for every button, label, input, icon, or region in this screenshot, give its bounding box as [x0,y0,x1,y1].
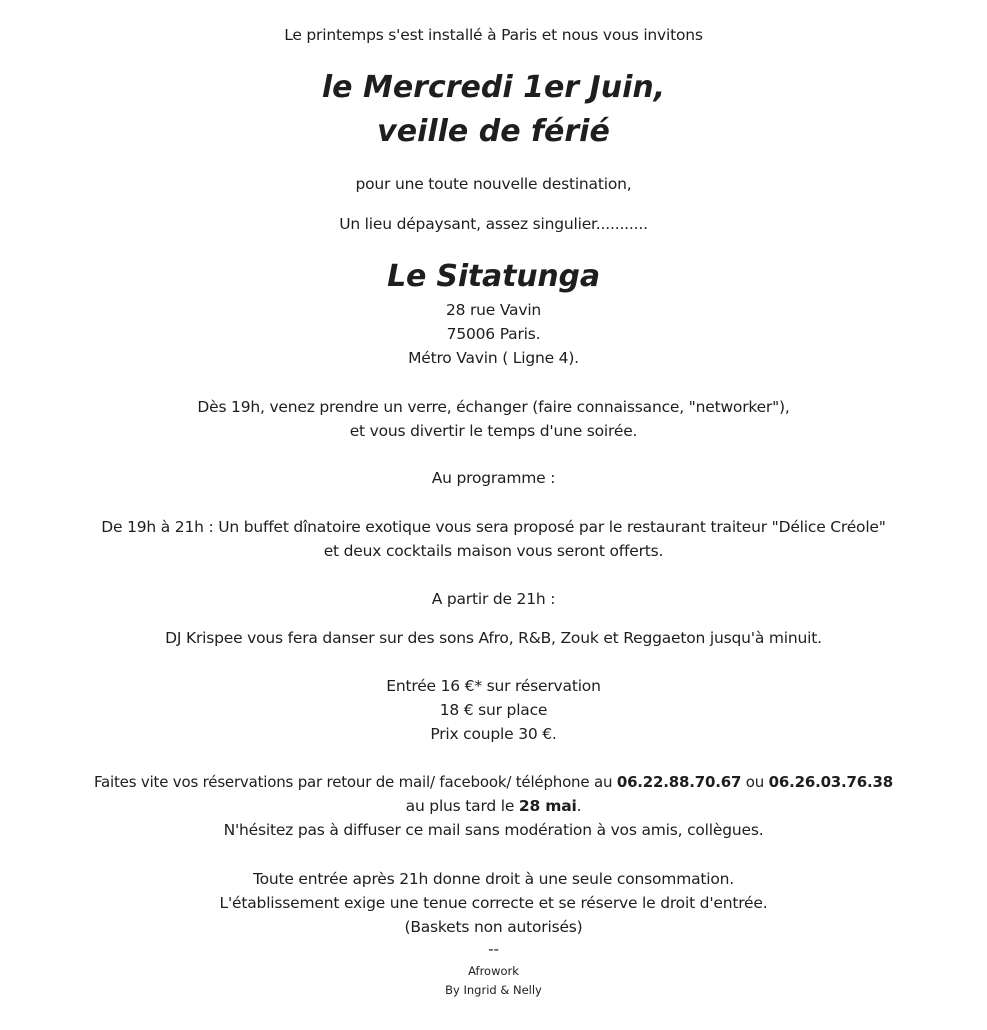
program-heading: Au programme : [431,469,556,487]
evening-line-2: et vous divertir le temps d'une soirée. [349,422,638,440]
signature-org: Afrowork [468,964,519,978]
price-reservation: Entrée 16 €* sur réservation [386,677,601,695]
destination-text: pour une toute nouvelle destination, [355,175,632,193]
intro-text: Le printemps s'est installé à Paris et nous vous invitons [284,26,703,44]
booking-prefix: Faites vite vos réservations par retour de mail/ facebook/ téléphone au [93,773,617,791]
evening-line-1: Dès 19h, venez prendre un verre, échanger (faire connaissance, "networker"), [197,398,790,416]
share-line: N'hésitez pas à diffuser ce mail sans modération à vos amis, collègues. [223,821,764,839]
price-onsite: 18 € sur place [439,701,548,719]
program-cocktails-line: et deux cocktails maison vous seront offerts. [323,542,664,560]
venue-city: 75006 Paris. [446,325,541,343]
headline-holiday: veille de férié [377,114,610,149]
deadline-suffix: . [576,797,582,815]
venue-metro: Métro Vavin ( Ligne 4). [408,349,579,367]
rule-sneakers: (Baskets non autorisés) [404,918,583,936]
venue-name: Le Sitatunga [387,259,600,294]
venue-street: 28 rue Vavin [445,301,542,319]
rule-consumption: Toute entrée après 21h donne droit à une seule consommation. [252,870,735,888]
program-buffet-line: De 19h à 21h : Un buffet dînatoire exotique vous sera proposé par le restaurant traiteur "Délice Créole" [101,518,886,536]
headline-date: le Mercredi 1er Juin, [321,70,666,105]
booking-or: ou [741,773,769,791]
signature-separator: -- [488,940,499,958]
program-dj-line: DJ Krispee vous fera danser sur des sons Afro, R&B, Zouk et Reggaeton jusqu'à minuit. [165,629,822,647]
deadline-prefix: au plus tard le [405,797,519,815]
booking-line [0,773,987,791]
deadline-line [0,797,987,815]
program-second-heading: A partir de 21h : [431,590,556,608]
phone-number-1: 06.22.88.70.67 [616,773,742,791]
phone-number-2: 06.26.03.76.38 [768,773,893,791]
rule-dress-code: L'établissement exige une tenue correcte et se réserve le droit d'entrée. [219,894,768,912]
price-couple: Prix couple 30 €. [430,725,557,743]
deadline-date: 28 mai [518,797,577,815]
teaser-text: Un lieu dépaysant, assez singulier........... [339,215,648,233]
signature-authors: By Ingrid & Nelly [445,983,542,997]
